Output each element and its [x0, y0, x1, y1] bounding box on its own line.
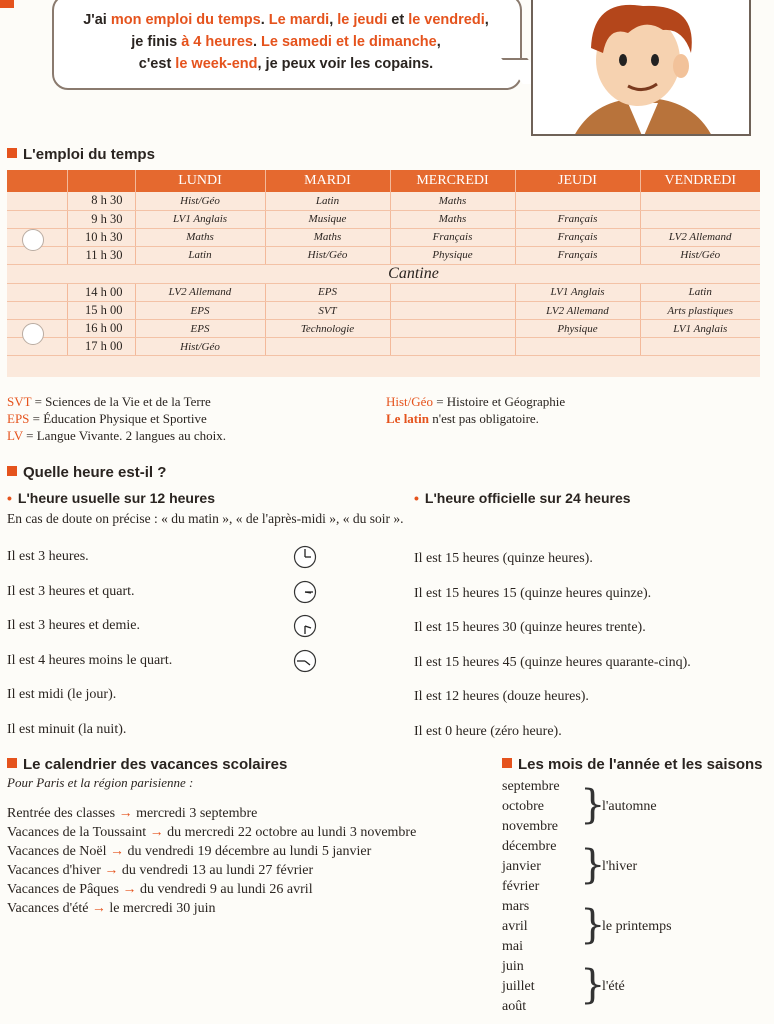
month-name: septembre: [502, 779, 560, 794]
hour-usual-text: Il est midi (le jour).: [7, 687, 117, 702]
arrow-right-icon: →: [88, 901, 110, 916]
bubble-line-3: [66, 53, 506, 75]
hours-heading: [7, 464, 166, 481]
calendar-item-value: le mercredi 30 juin: [109, 901, 216, 916]
subject-cell: Latin: [135, 246, 265, 264]
season-name: l'hiver: [602, 859, 638, 874]
bubble-segment: J'ai: [83, 12, 111, 28]
subject-cell: LV1 Anglais: [515, 283, 640, 301]
subject-cell: EPS: [135, 301, 265, 319]
subject-cell: Hist/Géo: [135, 338, 265, 356]
bubble-segment: Le mardi: [268, 12, 330, 28]
season-group: [502, 897, 762, 957]
bubble-segment: le jeudi: [337, 12, 388, 28]
bubble-segment: à 4 heures: [181, 34, 253, 50]
subject-cell: [515, 192, 640, 210]
calendar-item: [7, 880, 416, 899]
subject-cell: [390, 320, 515, 338]
clock-icon: [293, 649, 317, 673]
bubble-segment: Le samedi et le dimanche: [261, 34, 437, 50]
boy-illustration: [531, 0, 751, 136]
bubble-segment: le week-end: [175, 56, 258, 72]
subject-cell: Maths: [135, 228, 265, 246]
bubble-segment: c'est: [138, 56, 176, 72]
hours-subtitle-left: • L'heure usuelle sur 12 heures: [7, 490, 215, 506]
subject-cell: Hist/Géo: [135, 192, 265, 210]
hour-row: [7, 687, 767, 722]
season-name: l'automne: [602, 799, 657, 814]
timetable-row: [7, 228, 760, 246]
subject-cell: Maths: [390, 210, 515, 228]
hour-usual-text: Il est 3 heures et quart.: [7, 583, 135, 599]
subject-cell: [390, 338, 515, 356]
time-cell: 11 h 30: [67, 246, 135, 264]
calendar-title: Le calendrier des vacances scolaires: [23, 756, 288, 773]
month-name: octobre: [502, 799, 544, 814]
subject-cell: LV1 Anglais: [135, 210, 265, 228]
hour-official-text: Il est 15 heures 30 (quinze heures trente).: [414, 620, 646, 635]
calendar-subtitle: Pour Paris et la région parisienne :: [7, 775, 194, 790]
bullet-square-icon: [7, 758, 17, 768]
subject-cell: [640, 192, 760, 210]
subject-cell: Maths: [265, 228, 390, 246]
hour-row: [7, 584, 767, 619]
timetable-row: [7, 283, 760, 301]
arrow-right-icon: →: [115, 806, 137, 821]
hours-table: [7, 549, 767, 756]
bubble-segment: et: [387, 12, 409, 28]
subject-cell: EPS: [265, 283, 390, 301]
bullet-square-icon: [502, 758, 512, 768]
subject-cell: Physique: [390, 246, 515, 264]
month-name: juillet: [502, 979, 535, 994]
subject-cell: Latin: [265, 192, 390, 210]
hours-note: En cas de doute on précise : « du matin », « de l'après-midi », « du soir ».: [7, 511, 404, 526]
subject-cell: LV1 Anglais: [640, 320, 760, 338]
hour-usual-text: Il est 4 heures moins le quart.: [7, 652, 173, 668]
subject-cell: Hist/Géo: [265, 246, 390, 264]
subject-cell: Français: [390, 228, 515, 246]
timetable-title: L'emploi du temps: [23, 146, 155, 163]
legend-lv-abbr: LV: [7, 428, 23, 443]
legend-hg-abbr: Hist/Géo: [386, 394, 433, 409]
subject-cell: Français: [515, 246, 640, 264]
bubble-segment: .: [252, 34, 262, 50]
season-group: [502, 777, 762, 837]
months-title: Les mois de l'année et les saisons: [518, 756, 763, 773]
subject-cell: Français: [515, 210, 640, 228]
subject-cell: [390, 283, 515, 301]
months-list: [502, 777, 762, 1017]
arrow-right-icon: →: [146, 825, 168, 840]
bullet-square-icon: [7, 148, 17, 158]
arrow-right-icon: →: [106, 844, 128, 859]
calendar-item-label: Rentrée des classes: [7, 806, 116, 821]
legend-svt-text: = Sciences de la Vie et de la Terre: [31, 394, 211, 409]
timetable-row: [7, 246, 760, 264]
month-name: avril: [502, 919, 528, 934]
subject-cell: Arts plastiques: [640, 301, 760, 319]
calendar-item-label: Vacances de Noël: [7, 844, 107, 859]
month-name: janvier: [502, 859, 541, 874]
brace-icon: }: [580, 902, 606, 948]
bubble-line-1: [66, 9, 506, 31]
arrow-right-icon: →: [118, 882, 140, 897]
timetable-margin-cell: [7, 210, 67, 228]
hour-official-text: Il est 12 heures (douze heures).: [414, 689, 589, 704]
legend-lv-text: = Langue Vivante. 2 langues au choix.: [22, 428, 226, 443]
calendar-item-value: du vendredi 13 au lundi 27 février: [121, 863, 314, 878]
calendar-item-label: Vacances d'été: [7, 901, 89, 916]
subject-cell: LV2 Allemand: [135, 283, 265, 301]
brace-icon: }: [580, 842, 606, 888]
binder-hole-icon: [22, 229, 44, 251]
legend-latin-abbr: Le latin: [386, 411, 429, 426]
season-name: le printemps: [602, 919, 672, 934]
timetable-row: [7, 264, 760, 283]
hour-official-text: Il est 0 heure (zéro heure).: [414, 723, 562, 739]
day-header-lundi: LUNDI: [135, 170, 265, 192]
hour-usual-text: Il est minuit (la nuit).: [7, 721, 127, 737]
month-name: décembre: [502, 839, 557, 854]
season-group: [502, 837, 762, 897]
calendar-item: [7, 804, 416, 823]
subject-cell: [515, 338, 640, 356]
legend-hg-text: = Histoire et Géographie: [432, 394, 566, 409]
subject-cell: Latin: [640, 283, 760, 301]
subject-cell: Maths: [390, 192, 515, 210]
day-header-vendredi: VENDREDI: [640, 170, 760, 192]
subject-cell: [640, 210, 760, 228]
month-name: juin: [502, 959, 524, 974]
timetable-heading: [7, 146, 155, 163]
legend-svt-abbr: SVT: [7, 394, 32, 409]
time-cell: 9 h 30: [67, 210, 135, 228]
calendar-item: [7, 861, 416, 880]
timetable-margin-cell: [7, 192, 67, 210]
legend-latin-text: n'est pas obligatoire.: [428, 411, 539, 426]
timetable-header-time: [67, 170, 135, 192]
hour-official-text: Il est 15 heures 45 (quinze heures quarante-cinq).: [414, 654, 691, 670]
timetable-margin-cell: [7, 264, 67, 283]
binder-hole-icon: [22, 323, 44, 345]
speech-bubble-text: [66, 9, 506, 75]
season-group: [502, 957, 762, 1017]
month-name: mars: [502, 899, 530, 914]
calendar-item: [7, 823, 416, 842]
calendar-item-value: du mercredi 22 octobre au lundi 3 novembre: [167, 825, 417, 840]
bubble-segment: le vendredi: [408, 12, 485, 28]
brace-icon: }: [580, 962, 606, 1008]
subject-cell: Hist/Géo: [640, 246, 760, 264]
hour-row: [7, 618, 767, 653]
subject-cell: EPS: [135, 320, 265, 338]
subject-cell: Français: [515, 228, 640, 246]
day-header-mardi: MARDI: [265, 170, 390, 192]
bubble-segment: ,: [484, 12, 489, 28]
clock-icon: [293, 545, 317, 569]
time-cell: 10 h 30: [67, 228, 135, 246]
calendar-item-value: du vendredi 19 décembre au lundi 5 janvier: [127, 844, 372, 859]
bubble-segment: .: [260, 12, 269, 28]
hour-row: [7, 722, 767, 757]
legend-eps-abbr: EPS: [7, 411, 30, 426]
abbreviation-legend-right: [386, 393, 565, 427]
clock-icon: [293, 614, 317, 638]
timetable-row: [7, 320, 760, 338]
time-cell: 8 h 30: [67, 192, 135, 210]
calendar-heading: [7, 756, 287, 773]
timetable-row: [7, 338, 760, 356]
hour-usual-text: Il est 3 heures et demie.: [7, 618, 140, 633]
bubble-line-2: [66, 31, 506, 53]
subject-cell: [265, 338, 390, 356]
calendar-item: [7, 899, 416, 918]
timetable-margin-cell: [7, 301, 67, 319]
hour-official-text: Il est 15 heures (quinze heures).: [414, 551, 593, 566]
hours-subtitle-right: • L'heure officielle sur 24 heures: [414, 490, 631, 506]
cantine-cell: Cantine: [67, 264, 760, 283]
clock-icon: [293, 580, 317, 604]
timetable-row: [7, 192, 760, 210]
day-header-mercredi: MERCREDI: [390, 170, 515, 192]
subject-cell: [390, 301, 515, 319]
bubble-segment: , je peux voir les copains.: [257, 56, 434, 72]
brace-icon: }: [580, 782, 606, 828]
subject-cell: LV2 Allemand: [515, 301, 640, 319]
bubble-segment: mon emploi du temps: [110, 12, 261, 28]
day-header-jeudi: JEUDI: [515, 170, 640, 192]
timetable-margin-cell: [7, 283, 67, 301]
legend-eps-text: = Éducation Physique et Sportive: [29, 411, 207, 426]
subject-cell: SVT: [265, 301, 390, 319]
timetable-header-row: [7, 170, 760, 192]
month-name: novembre: [502, 819, 558, 834]
bubble-segment: ,: [436, 34, 441, 50]
calendar-item-value: du vendredi 9 au lundi 26 avril: [139, 882, 313, 897]
time-cell: 14 h 00: [67, 283, 135, 301]
calendar-item-value: mercredi 3 septembre: [136, 806, 258, 821]
season-name: l'été: [602, 979, 625, 994]
bubble-segment: ,: [329, 12, 338, 28]
calendar-item-label: Vacances d'hiver: [7, 863, 101, 878]
hour-row: [7, 653, 767, 688]
bubble-segment: je finis: [131, 34, 182, 50]
timetable-header-blank: [7, 170, 67, 192]
month-name: mai: [502, 939, 523, 954]
time-cell: 17 h 00: [67, 338, 135, 356]
time-cell: 16 h 00: [67, 320, 135, 338]
hour-usual-text: Il est 3 heures.: [7, 549, 89, 564]
subject-cell: LV2 Allemand: [640, 228, 760, 246]
subject-cell: Musique: [265, 210, 390, 228]
calendar-list: [7, 804, 416, 918]
timetable-row: [7, 301, 760, 319]
months-heading: [502, 756, 763, 773]
time-cell: 15 h 00: [67, 301, 135, 319]
hours-sub-left-text: L'heure usuelle sur 12 heures: [17, 490, 215, 506]
calendar-item: [7, 842, 416, 861]
corner-marker: [0, 0, 14, 8]
month-name: février: [502, 879, 540, 894]
arrow-right-icon: →: [100, 863, 122, 878]
hour-row: [7, 549, 767, 584]
timetable: [7, 170, 760, 377]
timetable-row: [7, 210, 760, 228]
subject-cell: Technologie: [265, 320, 390, 338]
hour-official-text: Il est 15 heures 15 (quinze heures quinze).: [414, 585, 652, 601]
subject-cell: [640, 338, 760, 356]
abbreviation-legend-left: [7, 393, 226, 444]
calendar-item-label: Vacances de la Toussaint: [7, 825, 147, 840]
subject-cell: Physique: [515, 320, 640, 338]
hours-title: Quelle heure est-il ?: [23, 464, 167, 481]
bullet-square-icon: [7, 466, 17, 476]
month-name: août: [502, 999, 527, 1014]
hours-sub-right-text: L'heure officielle sur 24 heures: [424, 490, 631, 506]
calendar-item-label: Vacances de Pâques: [7, 882, 119, 897]
